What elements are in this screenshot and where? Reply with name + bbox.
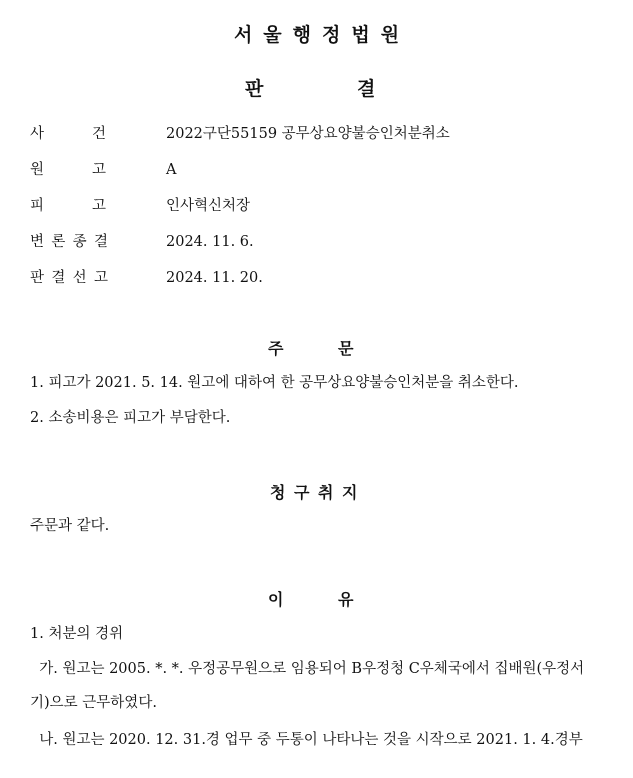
document-title-left: 판: [245, 78, 264, 100]
argument-closed-label: 변 론 종 결: [30, 234, 108, 250]
defendant-label: 피 고: [30, 198, 106, 214]
case-info-row-argument-closed: [30, 232, 620, 268]
judgment-date-label: 판 결 선 고: [30, 270, 108, 286]
order-item-1: 1. 피고가 2021. 5. 14. 원고에 대하여 한 공무상요양불승인처분을 취소한다.: [30, 375, 519, 391]
case-label: 사 건: [30, 126, 106, 142]
plaintiff-label: 원 고: [30, 162, 106, 178]
plaintiff-value: A: [166, 162, 177, 178]
case-info: [30, 124, 620, 304]
order-item-2: 2. 소송비용은 피고가 부담한다.: [30, 410, 231, 426]
document-title-right: 결: [357, 78, 376, 100]
claim-text: 주문과 같다.: [30, 518, 110, 534]
reasons-subheading: 1. 처분의 경위: [30, 626, 124, 642]
defendant-value: 인사혁신처장: [166, 198, 251, 214]
reasons-line-2: 기)으로 근무하였다.: [30, 695, 157, 711]
case-info-row-plaintiff: [30, 160, 620, 196]
court-name: 서울행정법원: [233, 24, 411, 46]
case-info-row-defendant: [30, 196, 620, 232]
reasons-line-3: 나. 원고는 2020. 12. 31.경 업무 중 두통이 나타나는 것을 시작으로 2021. 1. 4.경부: [30, 732, 583, 748]
case-info-row-judgment-date: [30, 268, 620, 304]
case-number: 2022구단55159 공무상요양불승인처분취소: [166, 126, 450, 142]
reasons-line-1: 가. 원고는 2005. *. *. 우정공무원으로 임용되어 B우정청 C우체국에서 집배원(우정서: [30, 661, 585, 677]
argument-closed-date: 2024. 11. 6.: [166, 234, 254, 250]
judgment-date: 2024. 11. 20.: [166, 270, 263, 286]
case-info-row-case: [30, 124, 620, 160]
